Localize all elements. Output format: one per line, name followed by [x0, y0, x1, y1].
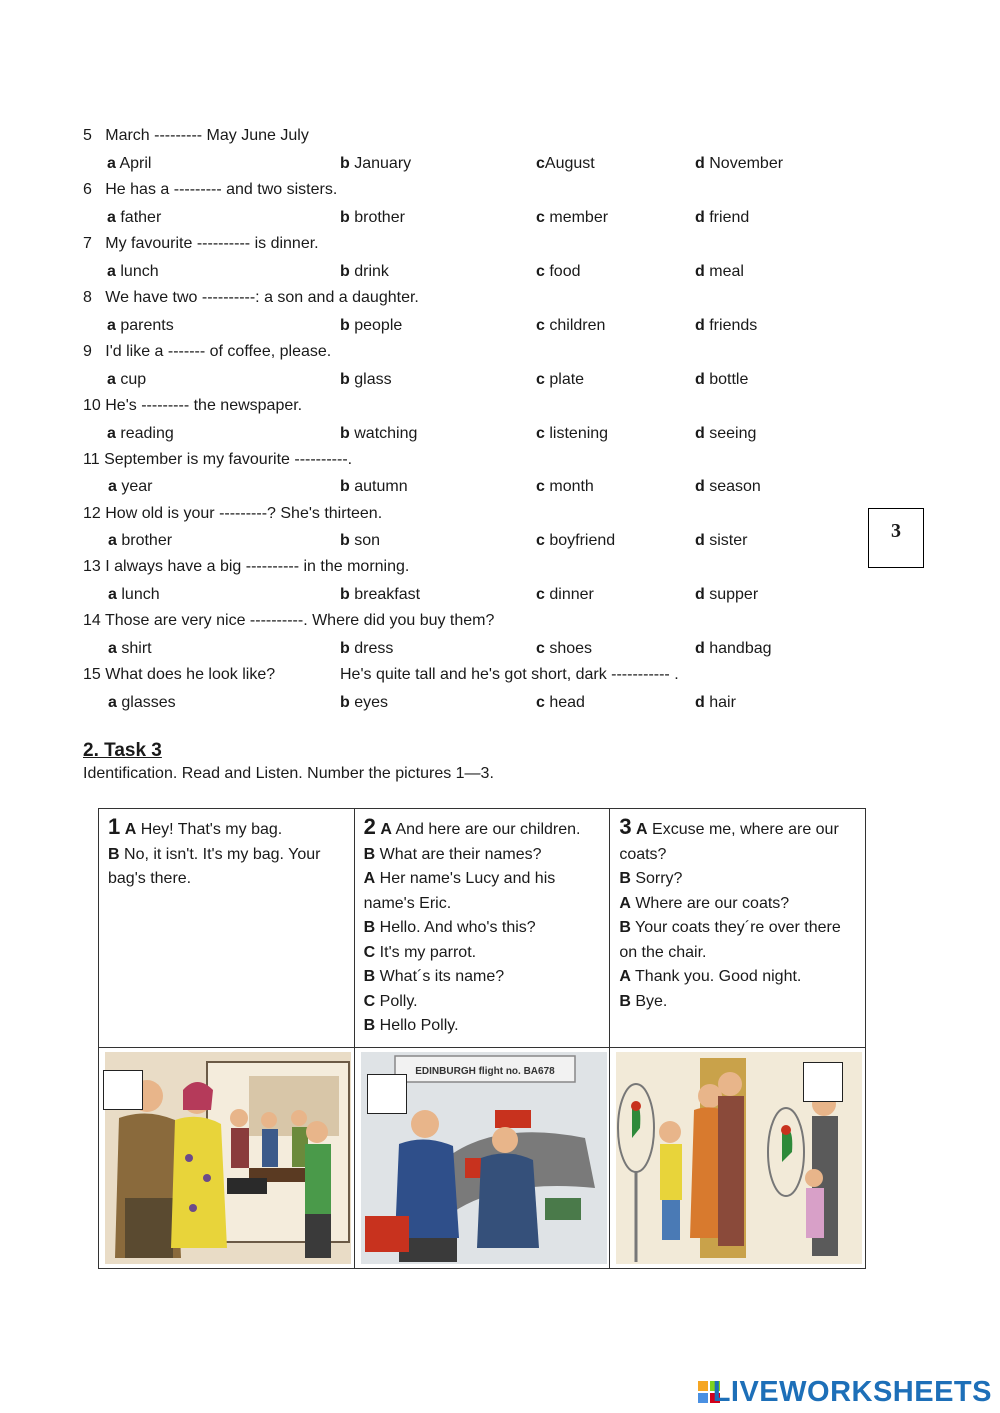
option-6d[interactable]: d friend: [695, 209, 750, 226]
option-5b[interactable]: b January: [340, 155, 412, 172]
picture-number-box-1[interactable]: [103, 1070, 143, 1110]
option-14d[interactable]: d handbag: [695, 640, 772, 657]
option-9b[interactable]: b glass: [340, 371, 392, 388]
airport-sign-text: EDINBURGH flight no. BA678: [414, 1066, 555, 1077]
option-5c[interactable]: cAugust: [536, 155, 595, 172]
picture-party: [99, 1048, 355, 1269]
option-12c[interactable]: c boyfriend: [536, 532, 616, 549]
option-11a[interactable]: a year: [108, 478, 153, 495]
dialogue-2: 2 A And here are our children. B What are their names? A Her name's Lucy and his name's Eric. B Hello. And who's this? C It's my parrot. B What´s its name? C Polly. B Hello Polly.: [354, 809, 610, 1048]
option-13a[interactable]: a lunch: [108, 586, 160, 603]
dialogue-3: 3 A Excuse me, where are our coats? B Sorry? A Where are our coats? B Your coats they´re over there on the chair. A Thank you. Good night. B Bye.: [610, 809, 866, 1048]
option-14b[interactable]: b dress: [340, 640, 394, 657]
option-15c[interactable]: c head: [536, 694, 585, 711]
question-14: 14 Those are very nice ----------. Where did you buy them?: [83, 612, 495, 629]
dialogue-1: 1 A Hey! That's my bag. B No, it isn't. It's my bag. Your bag's there.: [99, 809, 355, 1048]
picture-number-box-3[interactable]: [803, 1062, 843, 1102]
option-8a[interactable]: a parents: [107, 317, 174, 334]
option-5d[interactable]: d November: [695, 155, 784, 172]
option-11c[interactable]: c month: [536, 478, 594, 495]
option-6c[interactable]: c member: [536, 209, 609, 226]
option-8d[interactable]: d friends: [695, 317, 758, 334]
question-6: 6 He has a --------- and two sisters.: [83, 181, 338, 198]
option-10a[interactable]: a reading: [107, 425, 174, 442]
option-14a[interactable]: a shirt: [108, 640, 152, 657]
question-12: 12 How old is your ---------? She's thirteen.: [83, 505, 383, 522]
option-7d[interactable]: d meal: [695, 263, 744, 280]
option-9a[interactable]: a cup: [107, 371, 147, 388]
option-12d[interactable]: d sister: [695, 532, 748, 549]
question-8: 8 We have two ----------: a son and a daughter.: [83, 289, 419, 306]
option-11b[interactable]: b autumn: [340, 478, 408, 495]
option-13b[interactable]: b breakfast: [340, 586, 421, 603]
option-14c[interactable]: c shoes: [536, 640, 593, 657]
option-13d[interactable]: d supper: [695, 586, 759, 603]
question-10: 10 He's --------- the newspaper.: [83, 397, 303, 414]
option-8b[interactable]: b people: [340, 317, 403, 334]
option-7c[interactable]: c food: [536, 263, 581, 280]
option-15a[interactable]: a glasses: [108, 694, 176, 711]
dialogue-table: [98, 808, 866, 1269]
question-15: 15 What does he look like?: [83, 666, 276, 683]
option-12b[interactable]: b son: [340, 532, 381, 549]
option-10c[interactable]: c listening: [536, 425, 609, 442]
option-11d[interactable]: d season: [695, 478, 761, 495]
option-7b[interactable]: b drink: [340, 263, 389, 280]
question-7: 7 My favourite ---------- is dinner.: [83, 235, 319, 252]
question-13: 13 I always have a big ---------- in the morning.: [83, 558, 410, 575]
option-12a[interactable]: a brother: [108, 532, 173, 549]
option-9c[interactable]: c plate: [536, 371, 585, 388]
picture-airport: [354, 1048, 610, 1269]
score-box: 3: [868, 508, 924, 568]
option-6a[interactable]: a father: [107, 209, 162, 226]
option-15d[interactable]: d hair: [695, 694, 736, 711]
option-13c[interactable]: c dinner: [536, 586, 594, 603]
option-8c[interactable]: c children: [536, 317, 606, 334]
question-15-continuation: He's quite tall and he's got short, dark ----------- .: [340, 666, 679, 683]
task-instruction: Identification. Read and Listen. Number the pictures 1—3.: [83, 765, 494, 782]
option-15b[interactable]: b eyes: [340, 694, 389, 711]
question-11: 11 September is my favourite ----------.: [83, 451, 353, 468]
option-5a[interactable]: a April: [107, 155, 152, 172]
question-5: 5 March --------- May June July: [83, 127, 309, 144]
option-6b[interactable]: b brother: [340, 209, 405, 226]
question-9: 9 I'd like a ------- of coffee, please.: [83, 343, 332, 360]
option-10d[interactable]: d seeing: [695, 425, 757, 442]
task-title: 2. Task 3: [83, 740, 162, 761]
option-10b[interactable]: b watching: [340, 425, 418, 442]
liveworksheets-logo[interactable]: LIVEWORKSHEETS: [712, 1376, 992, 1408]
picture-parrot: [610, 1048, 866, 1269]
option-9d[interactable]: d bottle: [695, 371, 749, 388]
option-7a[interactable]: a lunch: [107, 263, 159, 280]
picture-number-box-2[interactable]: [367, 1074, 407, 1114]
